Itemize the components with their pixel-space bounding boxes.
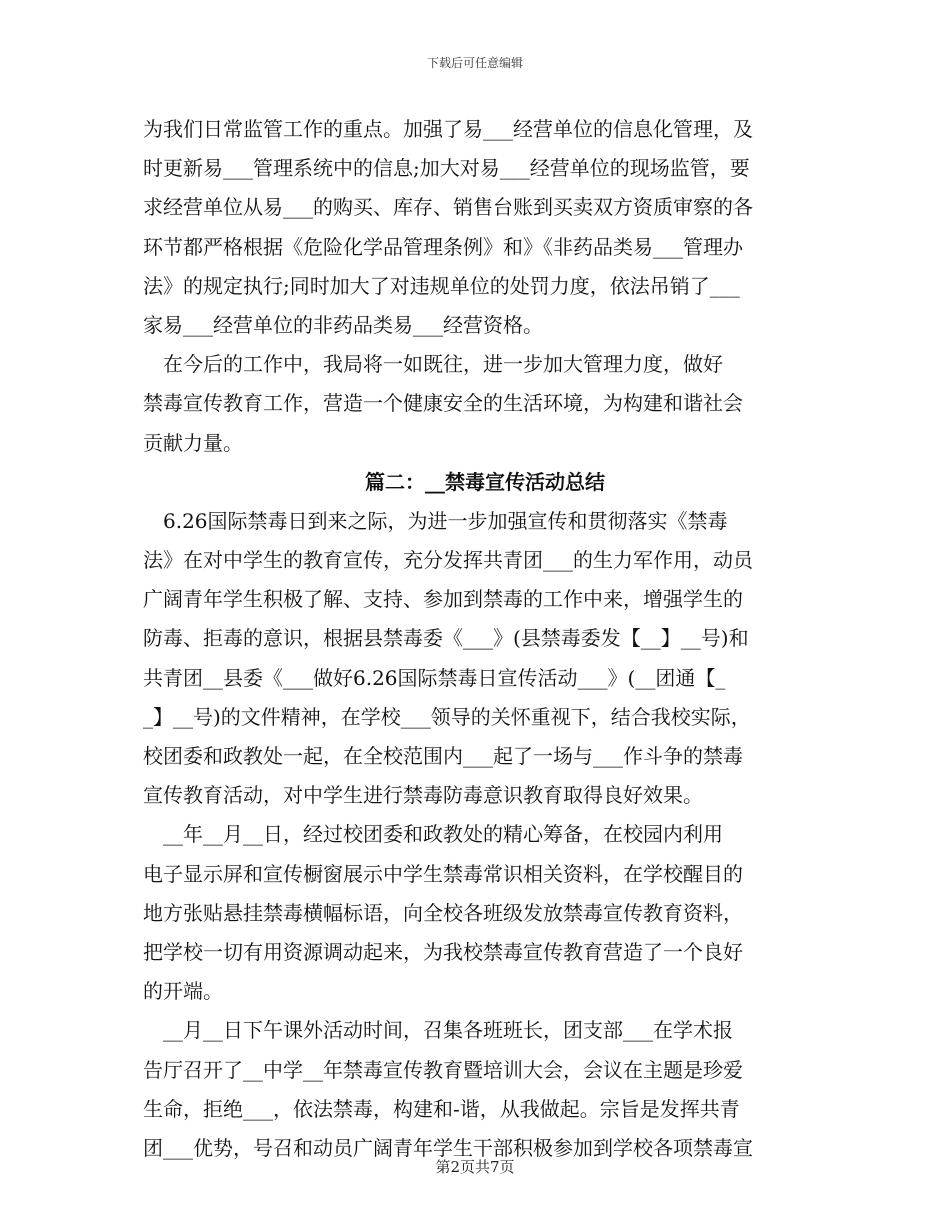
text-line: 生命，拒绝___，依法禁毒，构建和-谐，从我做起。宗旨是发挥共青 (143, 1096, 740, 1121)
text-line: 在今后的工作中，我局将一如既往，进一步加大管理力度，做好 (143, 352, 723, 377)
text-line: 法》在对中学生的教育宣传，充分发挥共青团___的生力军作用，动员 (143, 548, 753, 573)
text-line: 防毒、拒毒的意识，根据县禁毒委《___》(县禁毒委发【__】__号)和 (143, 626, 749, 651)
section-title: 篇二：__禁毒宣传活动总结 (365, 469, 605, 494)
text-line: 把学校一切有用资源调动起来，为我校禁毒宣传教育营造了一个良好 (143, 939, 743, 964)
text-line: 地方张贴悬挂禁毒横幅标语，向全校各班级发放禁毒宣传教育资料， (143, 900, 743, 925)
text-line: 电子显示屏和宣传橱窗展示中学生禁毒常识相关资料，在学校醒目的 (143, 861, 743, 886)
text-line: 家易___经营单位的非药品类易___经营资格。 (143, 312, 543, 337)
text-line: __年__月__日，经过校团委和政教处的精心筹备，在校园内利用 (143, 822, 723, 847)
text-line: 环节都严格根据《危险化学品管理条例》和》《非药品类易___管理办 (143, 234, 743, 259)
page-footer: 第2页共7页 (435, 1158, 515, 1176)
text-line: 为我们日常监管工作的重点。加强了易___经营单位的信息化管理，及 (143, 117, 753, 141)
text-line: 禁毒宣传教育工作，营造一个健康安全的生活环境，为构建和谐社会 (143, 391, 743, 416)
text-line: __月__日下午课外活动时间，召集各班班长，团支部___在学术报 (143, 1018, 733, 1043)
text-line: 校团委和政教处一起，在全校范围内___起了一场与___作斗争的禁毒 (143, 744, 743, 768)
page-header: 下载后可任意编辑 (426, 56, 523, 70)
document-body (143, 110, 807, 1168)
text-line: 6.26国际禁毒日到来之际，为进一步加强宣传和贯彻落实《禁毒 (143, 508, 728, 533)
text-line: 团___优势，号召和动员广阔青年学生干部积极参加到学校各项禁毒宣 (143, 1135, 753, 1160)
text-line: 时更新易___管理系统中的信息;加大对易___经营单位的现场监管，要 (143, 156, 750, 181)
text-line: 宣传教育活动，对中学生进行禁毒防毒意识教育取得良好效果。 (143, 783, 703, 808)
text-line: 法》的规定执行;同时加大了对违规单位的处罚力度，依法吊销了___ (143, 273, 740, 298)
text-line: 的开端。 (143, 979, 223, 1004)
text-line: 广阔青年学生积极了解、支持、参加到禁毒的工作中来，增强学生的 (143, 587, 743, 612)
text-line: _】__号)的文件精神，在学校___领导的关怀重视下，结合我校实际， (143, 704, 751, 729)
text-line: 求经营单位从易___的购买、库存、销售台账到买卖双方资质审察的各 (143, 195, 753, 220)
text-line: 告厅召开了__中学__年禁毒宣传教育暨培训大会，会议在主题是珍爱 (143, 1057, 743, 1082)
text-line: 贡献力量。 (143, 430, 243, 455)
text-line: 共青团__县委《___做好6.26国际禁毒日宣传活动___》(__团通【_ (143, 665, 726, 690)
